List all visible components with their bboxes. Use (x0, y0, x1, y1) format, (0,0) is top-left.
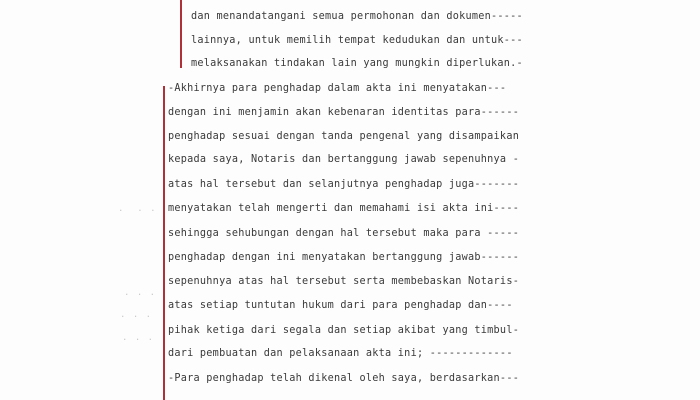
text-line: dari pembuatan dan pelaksanaan akta ini; ------------- (168, 348, 513, 359)
text-line: menyatakan telah mengerti dan memahami isi akta ini---- (168, 203, 520, 214)
text-line: sepenuhnya atas hal tersebut serta membebaskan Notaris- (168, 276, 520, 287)
text-line: -Akhirnya para penghadap dalam akta ini menyatakan--- (168, 83, 507, 94)
text-line: atas hal tersebut dan selanjutnya penghadap juga------- (168, 179, 520, 190)
text-line: penghadap dengan ini menyatakan bertanggung jawab------ (168, 252, 520, 263)
margin-mark: . . . (118, 204, 157, 214)
text-line: dengan ini menjamin akan kebenaran identitas para------ (168, 107, 520, 118)
text-line: -Para penghadap telah dikenal oleh saya, berdasarkan--- (168, 373, 520, 384)
text-line: dan menandatangani semua permohonan dan dokumen----- (191, 11, 523, 22)
text-line: pihak ketiga dari segala dan setiap akibat yang timbul- (168, 325, 520, 336)
margin-mark: . . . (120, 310, 153, 320)
margin-rule-lower (163, 86, 165, 400)
text-line: melaksanakan tindakan lain yang mungkin diperlukan.- (191, 58, 523, 69)
margin-mark: . . . (122, 333, 155, 343)
text-line: atas setiap tuntutan hukum dari para penghadap dan---- (168, 300, 513, 311)
text-line: lainnya, untuk memilih tempat kedudukan dan untuk--- (191, 35, 523, 46)
text-line: penghadap sesuai dengan tanda pengenal yang disampaikan (168, 131, 520, 142)
margin-rule-upper (180, 0, 182, 68)
margin-mark: . . . (124, 288, 157, 298)
text-line: kepada saya, Notaris dan bertanggung jawab sepenuhnya - (168, 154, 520, 165)
text-line: sehingga sehubungan dengan hal tersebut maka para ----- (168, 228, 520, 239)
